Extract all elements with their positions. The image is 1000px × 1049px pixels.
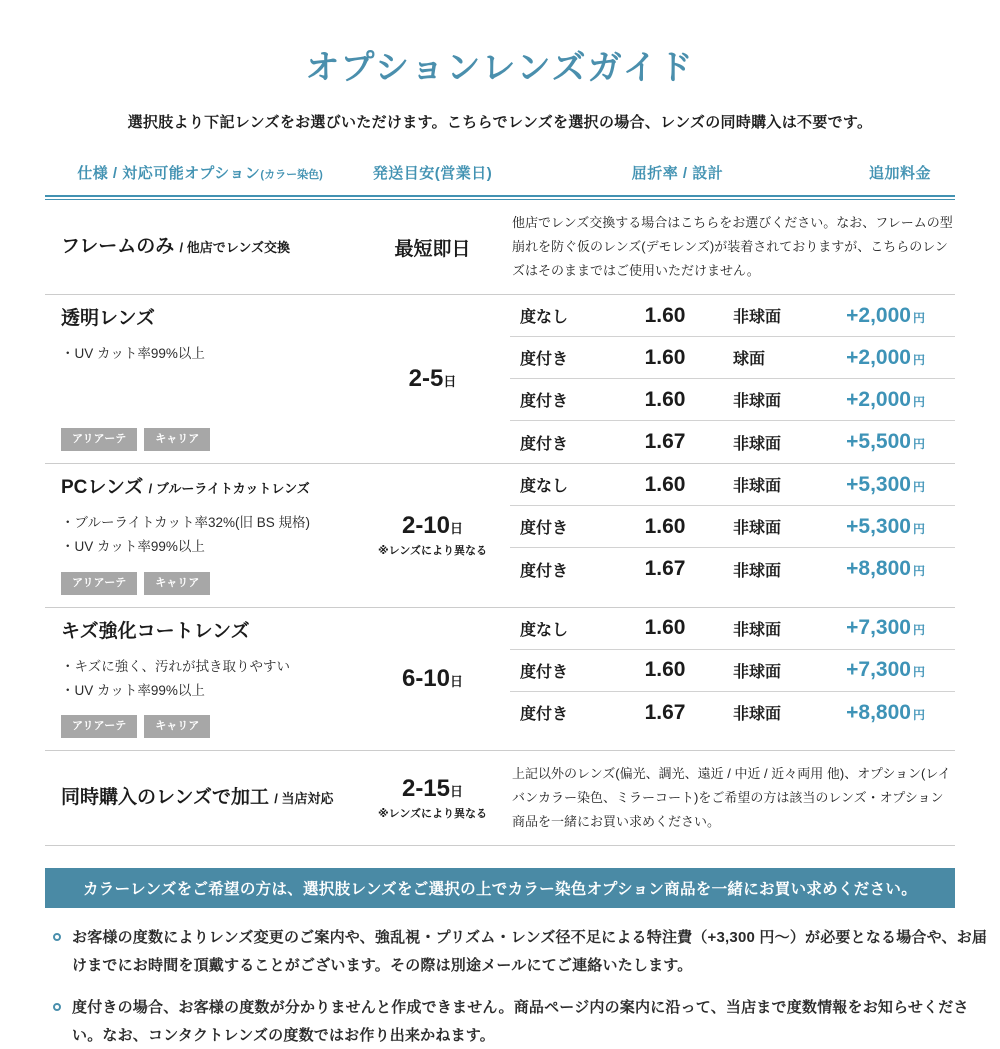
option-index: 1.60 xyxy=(644,472,686,496)
table-header xyxy=(45,162,955,195)
header-shipping: 発送目安(営業日) xyxy=(372,165,493,182)
lens-name: 同時購入のレンズで加工 / 当店対応 xyxy=(61,787,334,809)
row-description: 上記以外のレンズ(偏光、調光、遠近 / 中近 / 近々両用 他)、オプション(レイバンカラー染色、ミラーコート)をご希望の方は該当のレンズ・オプション商品を一緒にお買い求めください。 xyxy=(512,766,951,830)
lens-badge: アリアーテ xyxy=(61,572,137,595)
option-design: 非球面 xyxy=(733,393,782,411)
header-price: 追加料金 xyxy=(868,165,931,182)
page-title: オプションレンズガイド xyxy=(305,49,695,87)
lens-badge: キャリア xyxy=(144,428,210,451)
option-type: 度なし xyxy=(520,309,569,327)
shipping-days: 2-5日 xyxy=(408,364,457,392)
lens-name: PCレンズ / ブルーライトカットレンズ xyxy=(61,477,310,499)
option-price: +5,300 円 xyxy=(846,472,925,496)
option-index: 1.60 xyxy=(644,303,686,327)
header-spec-note: (カラー染色) xyxy=(260,169,323,181)
option-design: 非球面 xyxy=(733,478,782,496)
option-price: +5,300 円 xyxy=(846,514,925,538)
lens-feature: ・UV カット率99%以上 xyxy=(61,539,205,555)
option-price: +8,800 円 xyxy=(846,700,925,724)
table-row-frame-only xyxy=(45,200,955,295)
note-item xyxy=(53,924,991,980)
circle-bullet-icon xyxy=(53,933,61,941)
header-spec-label: 仕様 / 対応可能オプション xyxy=(77,165,261,182)
subtitle: 選択肢より下記レンズをお選びいただけます。こちらでレンズを選択の場合、レンズの同時購入は不要です。 xyxy=(127,114,873,131)
shipping-days: 最短即日 xyxy=(394,238,471,260)
table-row-scratch-lens xyxy=(45,608,955,752)
notes xyxy=(53,924,991,1049)
option-row xyxy=(510,379,955,421)
note-text: 度付きの場合、お客様の度数が分かりませんと作成できません。商品ページ内の案内に沿って、当店まで度数情報をお知らせください。なお、コンタクトレンズの度数ではお作り出来かねます。 xyxy=(72,998,969,1044)
option-index: 1.60 xyxy=(644,387,686,411)
option-row xyxy=(510,337,955,379)
option-price: +2,000 円 xyxy=(846,387,925,411)
option-type: 度付き xyxy=(520,663,569,681)
option-price: +2,000 円 xyxy=(846,345,925,369)
lens-badge: キャリア xyxy=(144,715,210,738)
shipping-days: 2-10日 xyxy=(401,511,464,539)
option-row xyxy=(510,650,955,692)
option-design: 非球面 xyxy=(733,621,782,639)
lens-feature: ・キズに強く、汚れが拭き取りやすい xyxy=(61,658,290,674)
lens-feature: ・UV カット率99%以上 xyxy=(61,345,205,361)
color-lens-banner: カラーレンズをご希望の方は、選択肢レンズをご選択の上でカラー染色オプション商品を一緒にお買い求めください。 xyxy=(45,868,955,908)
option-design: 非球面 xyxy=(733,706,782,724)
lens-feature: ・UV カット率99%以上 xyxy=(61,682,205,698)
option-price: +7,300 円 xyxy=(846,616,925,640)
option-row xyxy=(510,692,955,734)
circle-bullet-icon xyxy=(53,1003,61,1011)
note-item xyxy=(53,994,991,1049)
option-index: 1.60 xyxy=(644,345,686,369)
option-design: 球面 xyxy=(733,351,766,369)
option-design: 非球面 xyxy=(733,663,782,681)
option-row xyxy=(510,548,955,590)
note-text: お客様の度数によりレンズ変更のご案内や、強乱視・プリズム・レンズ径不足による特注費（+3,300 円〜）が必要となる場合や、お届けまでにお時間を頂戴することがございます。その際は別途メールにてご連絡いたします。 xyxy=(72,929,988,975)
option-price: +7,300 円 xyxy=(846,658,925,682)
lens-name: フレームのみ / 他店でレンズ交換 xyxy=(61,236,291,258)
option-index: 1.67 xyxy=(644,700,686,724)
table-row-clear-lens xyxy=(45,295,955,464)
option-price: +8,800 円 xyxy=(846,557,925,581)
option-type: 度付き xyxy=(520,706,569,724)
table-row-pc-lens xyxy=(45,464,955,608)
row-description: 他店でレンズ交換する場合はこちらをお選びください。なお、フレームの型崩れを防ぐ仮のレンズ(デモレンズ)が装着されておりますが、こちらのレンズはそのままではご使用いただけません。 xyxy=(512,215,953,279)
header-spec xyxy=(45,162,355,183)
option-design: 非球面 xyxy=(733,435,782,453)
shipping-note: ※レンズにより異なる xyxy=(377,808,488,821)
option-index: 1.60 xyxy=(644,514,686,538)
lens-name: 透明レンズ xyxy=(61,308,155,330)
option-row xyxy=(510,464,955,506)
option-type: 度付き xyxy=(520,562,569,580)
option-type: 度付き xyxy=(520,393,569,411)
option-price: +5,500 円 xyxy=(846,430,925,454)
option-index: 1.60 xyxy=(644,658,686,682)
option-index: 1.67 xyxy=(644,430,686,454)
table-row-simultaneous-purchase xyxy=(45,751,955,846)
option-row xyxy=(510,506,955,548)
shipping-days: 2-15日 xyxy=(401,774,464,802)
option-type: 度なし xyxy=(520,478,569,496)
shipping-days: 6-10日 xyxy=(401,664,464,692)
option-type: 度付き xyxy=(520,435,569,453)
option-type: 度付き xyxy=(520,520,569,538)
option-type: 度付き xyxy=(520,351,569,369)
lens-name: キズ強化コートレンズ xyxy=(61,620,250,642)
option-design: 非球面 xyxy=(733,562,782,580)
option-price: +2,000 円 xyxy=(846,303,925,327)
shipping-note: ※レンズにより異なる xyxy=(377,545,488,558)
option-row xyxy=(510,295,955,337)
option-index: 1.67 xyxy=(644,557,686,581)
option-index: 1.60 xyxy=(644,616,686,640)
lens-badge: キャリア xyxy=(144,572,210,595)
option-type: 度なし xyxy=(520,621,569,639)
lens-badge: アリアーテ xyxy=(61,715,137,738)
header-refraction: 屈折率 / 設計 xyxy=(631,165,724,182)
option-design: 非球面 xyxy=(733,309,782,327)
option-row xyxy=(510,608,955,650)
lens-badge: アリアーテ xyxy=(61,428,137,451)
lens-feature: ・ブルーライトカット率32%(旧 BS 規格) xyxy=(61,514,311,530)
option-row xyxy=(510,421,955,463)
option-design: 非球面 xyxy=(733,520,782,538)
